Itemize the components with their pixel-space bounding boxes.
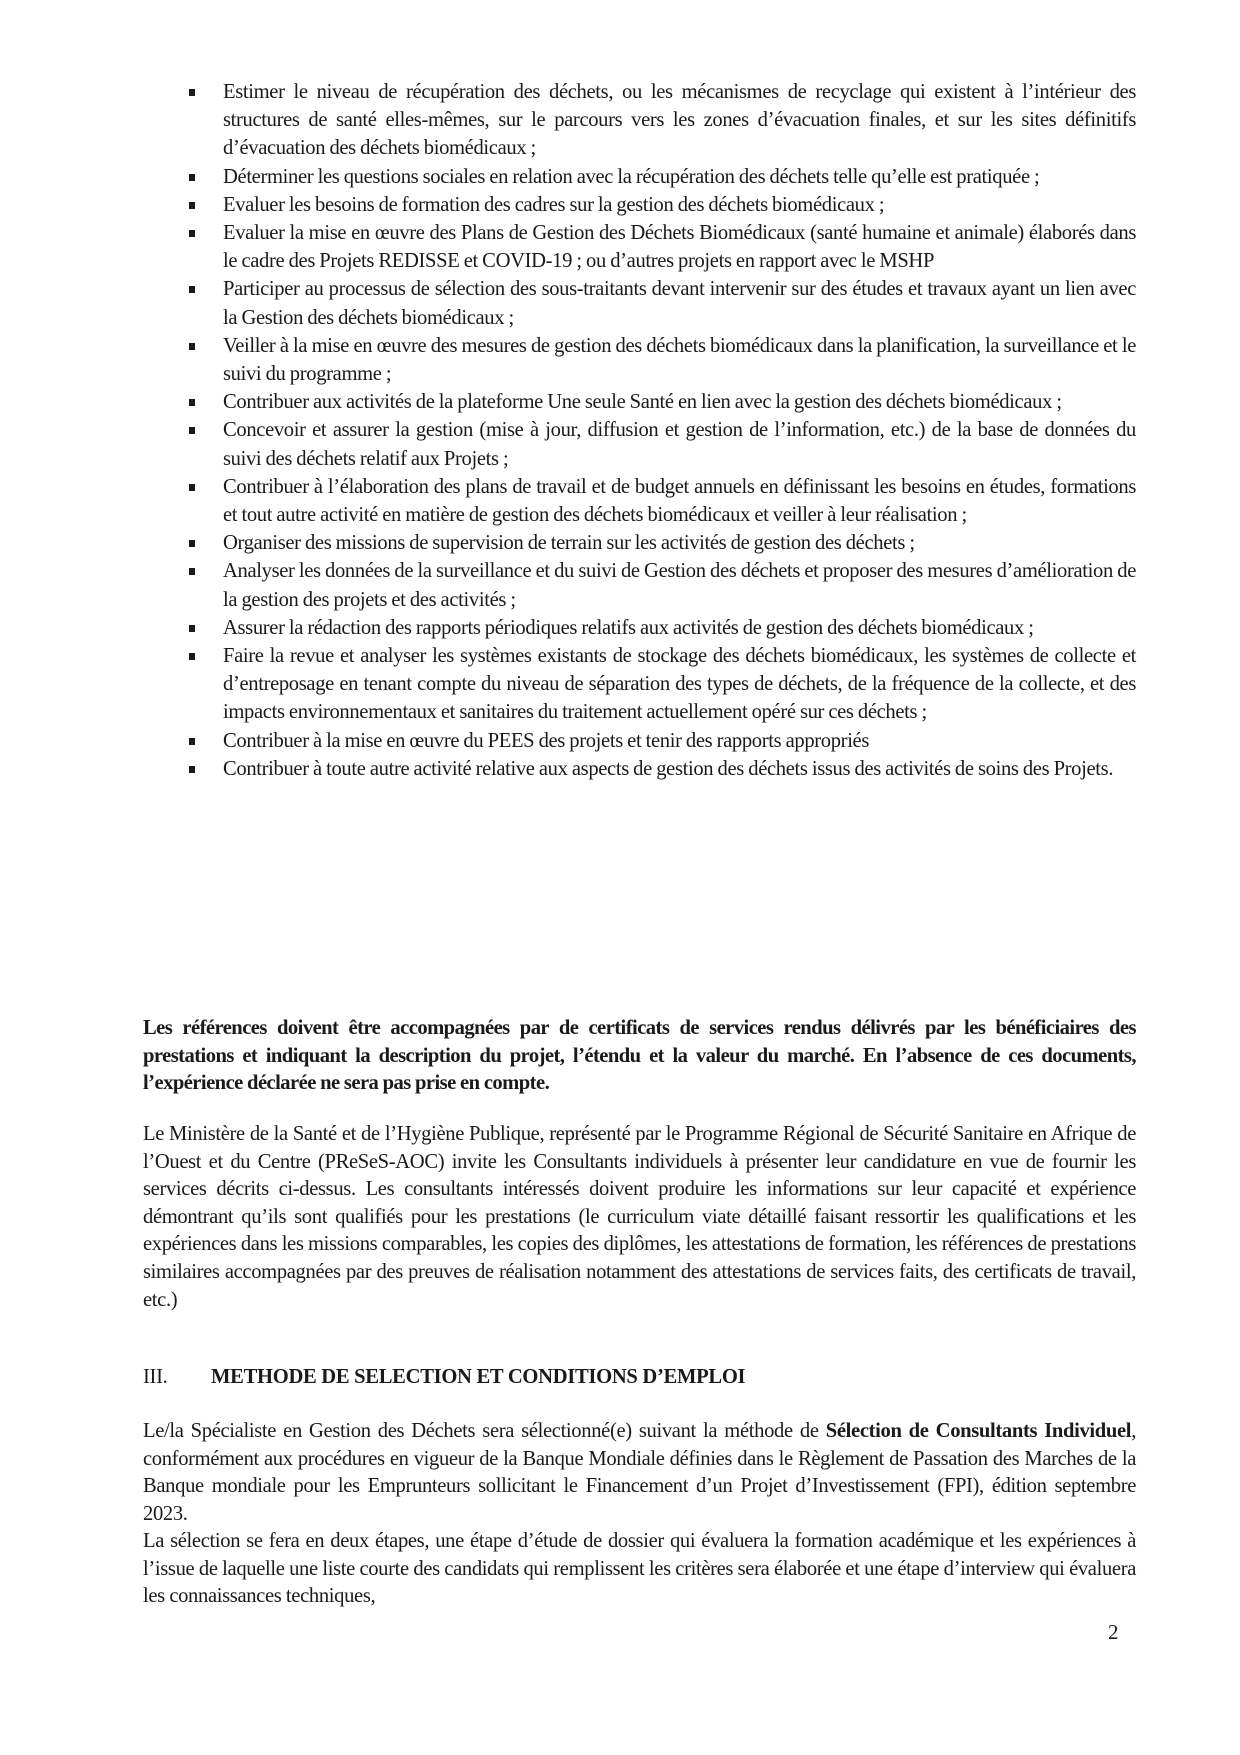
- list-item: [186, 388, 1136, 416]
- list-item: [186, 275, 1136, 331]
- square-bullet-icon: [189, 286, 195, 293]
- list-item-text: Assurer la rédaction des rapports périodiques relatifs aux activités de gestion des déchets biomédicaux ;: [223, 616, 1034, 639]
- method-text-start: Le/la Spécialiste en Gestion des Déchets sera sélectionné(e) suivant la méthode de: [143, 1420, 826, 1442]
- list-item: [186, 78, 1136, 163]
- page-number: 2: [1108, 1620, 1119, 1644]
- selection-paragraph: La sélection se fera en deux étapes, une étape d’étude de dossier qui évaluera la formation académique et les expériences à l’issue de laquelle une liste courte des candidats qui remplissent les critères sera élaborée et une étape d’interview qui évaluera les connaissances techniques,: [143, 1530, 1136, 1608]
- square-bullet-icon: [189, 484, 195, 491]
- list-item-text: Contribuer aux activités de la plateforme Une seule Santé en lien avec la gestion des déchets biomédicaux ;: [223, 391, 1062, 414]
- list-item-text: Participer au processus de sélection des sous-traitants devant intervenir sur des études et travaux ayant un lien avec la Gestion des déchets biomédicaux ;: [223, 278, 1136, 329]
- ministry-paragraph: Le Ministère de la Santé et de l’Hygiène Publique, représenté par le Programme Régional de Sécurité Sanitaire en Afrique de l’Ouest et du Centre (PReSeS-AOC) invite les Consultants individuels à présenter leur candidature en vue de fournir les services décrits ci-dessus. Les consultants intéressés doivent produire les informations sur leur capacité et expérience démontrant qu’ils sont qualifiés pour les prestations (le curriculum viate détaillé faisant ressortir les qualifications et les expériences dans les missions comparables, les copies des diplômes, les attestations de formation, les références de prestations similaires accompagnées par des preuves de réalisation notamment des attestations de services faits, des certificats de travail, etc.): [143, 1123, 1136, 1311]
- list-item-text: Evaluer la mise en œuvre des Plans de Gestion des Déchets Biomédicaux (santé humaine et animale) élaborés dans le cadre des Projets REDISSE et COVID-19 ; ou d’autres projets en rapport avec le MSHP: [223, 222, 1136, 273]
- list-item-text: Faire la revue et analyser les systèmes existants de stockage des déchets biomédicaux, les systèmes de collecte et d’entreposage en tenant compte du niveau de séparation des types de déchets, de la fréquence de la collecte, et des impacts environnementaux et sanitaires du traitement actuellement opéré sur ces déchets ;: [223, 645, 1136, 724]
- method-name-bold: Sélection de Consultants Individuel: [825, 1420, 1132, 1442]
- list-item-text: Organiser des missions de supervision de terrain sur les activités de gestion des déchets ;: [223, 532, 915, 555]
- list-item: [186, 755, 1136, 783]
- list-item-text: Estimer le niveau de récupération des déchets, ou les mécanismes de recyclage qui existent à l’intérieur des structures de santé elles-mêmes, sur le parcours vers les zones d’évacuation finales, et sur les sites définitifs d’évacuation des déchets biomédicaux ;: [223, 81, 1136, 160]
- square-bullet-icon: [189, 766, 195, 773]
- list-item: [186, 642, 1136, 727]
- square-bullet-icon: [189, 89, 195, 96]
- square-bullet-icon: [189, 399, 195, 406]
- section-number: III.: [143, 1366, 168, 1388]
- square-bullet-icon: [189, 540, 195, 547]
- list-item-text: Contribuer à l’élaboration des plans de travail et de budget annuels en définissant les besoins en études, formations et tout autre activité en matière de gestion des déchets biomédicaux et veiller à leur réalisation ;: [223, 475, 1136, 527]
- list-item-text: Contribuer à la mise en œuvre du PEES des projets et tenir des rapports appropriés: [223, 729, 870, 752]
- list-item: [186, 473, 1136, 529]
- square-bullet-icon: [189, 230, 195, 237]
- section-title: METHODE DE SELECTION ET CONDITIONS D’EMPLOI: [211, 1366, 746, 1388]
- list-item: [186, 614, 1136, 642]
- square-bullet-icon: [189, 653, 195, 660]
- square-bullet-icon: [189, 202, 195, 209]
- square-bullet-icon: [189, 568, 195, 575]
- list-item-text: Concevoir et assurer la gestion (mise à jour, diffusion et gestion de l’information, etc.) de la base de données du suivi des déchets relatif aux Projets ;: [223, 419, 1136, 470]
- list-item-text: Evaluer les besoins de formation des cadres sur la gestion des déchets biomédicaux ;: [223, 193, 885, 216]
- list-item-text: Veiller à la mise en œuvre des mesures de gestion des déchets biomédicaux dans la planification, la surveillance et le suivi du programme ;: [223, 334, 1136, 386]
- square-bullet-icon: [189, 427, 195, 434]
- section-heading: [143, 1366, 745, 1389]
- list-item-text: Contribuer à toute autre activité relative aux aspects de gestion des déchets issus des activités de soins des Projets.: [223, 757, 1114, 780]
- method-paragraph: [143, 1418, 1136, 1528]
- list-item: [186, 557, 1136, 613]
- list-item: [186, 191, 1136, 219]
- list-item: [186, 416, 1136, 472]
- list-item: [186, 529, 1136, 557]
- square-bullet-icon: [189, 738, 195, 745]
- square-bullet-icon: [189, 625, 195, 632]
- responsibilities-list: [186, 78, 1136, 783]
- references-paragraph: Les références doivent être accompagnées par de certificats de services rendus délivrés par les bénéficiaires des prestations et indiquant la description du projet, l’étendu et la valeur du marché. En l’absence de ces documents, l’expérience déclarée ne sera pas prise en compte.: [143, 1017, 1136, 1095]
- list-item-text: Analyser les données de la surveillance et du suivi de Gestion des déchets et proposer des mesures d’amélioration de la gestion des projets et des activités ;: [223, 560, 1136, 611]
- square-bullet-icon: [189, 174, 195, 181]
- list-item: [186, 332, 1136, 388]
- square-bullet-icon: [189, 343, 195, 350]
- list-item: [186, 727, 1136, 755]
- list-item: [186, 219, 1136, 275]
- method-text-end: , conformément aux procédures en vigueur de la Banque Mondiale définies dans le Règlement de Passation des Marches de la Banque mondiale pour les Emprunteurs sollicitant le Financement d’un Projet d’Investissement (FPI), édition septembre 2023.: [143, 1420, 1136, 1525]
- list-item: [186, 163, 1136, 191]
- list-item-text: Déterminer les questions sociales en relation avec la récupération des déchets telle qu’elle est pratiquée ;: [223, 165, 1040, 188]
